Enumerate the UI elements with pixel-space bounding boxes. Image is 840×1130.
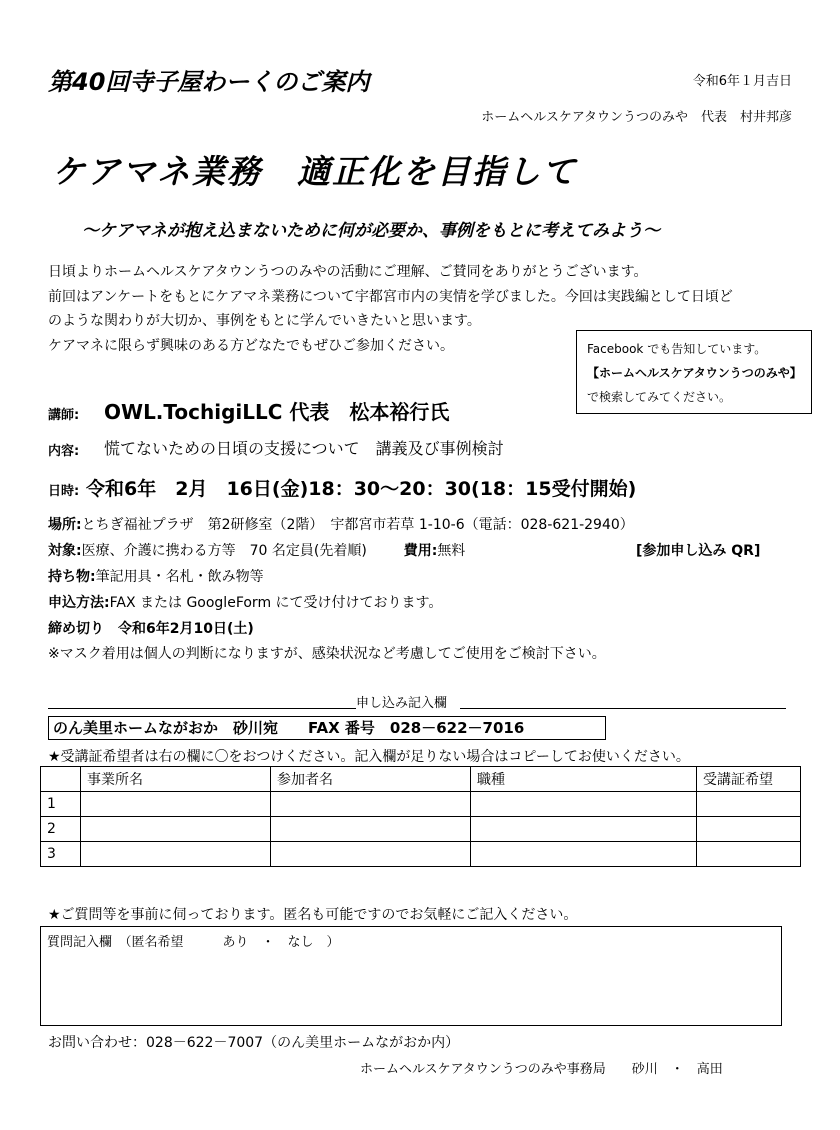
facebook-notice-box xyxy=(576,330,812,414)
office-cell[interactable] xyxy=(81,842,271,867)
certificate-cell[interactable] xyxy=(697,842,801,867)
qr-label: [参加申し込み QR] xyxy=(636,543,761,559)
headline: ケアマネ業務 適正化を目指して xyxy=(52,152,577,191)
table-note: ★受講証希望者は右の欄に〇をおつけください。記入欄が足りない場合はコピーしてお使いください。 xyxy=(48,749,690,765)
row-number: 2 xyxy=(41,817,81,842)
items-value: 筆記用具・名札・飲み物等 xyxy=(95,569,264,585)
target-value: 医療、介護に携わる方等 70 名定員(先着順) xyxy=(81,543,367,559)
lecturer-value: OWL.TochigiLLC 代表 松本裕行氏 xyxy=(104,400,450,424)
certificate-cell[interactable] xyxy=(697,792,801,817)
event-title: 第40回寺子屋わーくのご案内 xyxy=(48,68,370,96)
contact-line: お問い合わせ：028－622－7007（のん美里ホームながおか内） xyxy=(48,1035,460,1051)
target-line xyxy=(48,540,465,560)
fee-label: 費用: xyxy=(403,543,438,559)
header-cell-number xyxy=(41,767,81,792)
lecturer-label: 講師: xyxy=(48,408,80,423)
facebook-line-3: で検索してみてください。 xyxy=(587,390,732,404)
participant-cell[interactable] xyxy=(271,842,471,867)
datetime-value: 令和6年 2月 16日(金)18：30～20：30(18：15受付開始) xyxy=(86,478,637,500)
header-cell-participant: 参加者名 xyxy=(271,767,471,792)
form-section-label: 申し込み記入欄 xyxy=(356,696,448,711)
apply-value: FAX または GoogleForm にて受け付けております。 xyxy=(109,595,443,611)
header-cell-certificate: 受講証希望 xyxy=(697,767,801,792)
deadline-value: 令和6年2月10日(土) xyxy=(104,621,254,637)
target-label: 対象: xyxy=(48,543,82,559)
form-divider-left xyxy=(48,708,356,709)
table-row xyxy=(41,817,801,842)
header-cell-office: 事業所名 xyxy=(81,767,271,792)
subtitle: ～ケアマネが抱え込まないために何が必要か、事例をもとに考えてみよう～ xyxy=(82,221,660,241)
items-line xyxy=(48,566,264,586)
office-cell[interactable] xyxy=(81,792,271,817)
participant-cell[interactable] xyxy=(271,792,471,817)
deadline-line xyxy=(48,618,254,638)
intro-line-4: ケアマネに限らず興味のある方どなたでもぜひご参加ください。 xyxy=(48,337,454,354)
job-cell[interactable] xyxy=(471,792,697,817)
venue-label: 場所: xyxy=(48,517,82,533)
registration-table xyxy=(40,766,801,867)
table-row xyxy=(41,792,801,817)
office-cell[interactable] xyxy=(81,817,271,842)
apply-line xyxy=(48,592,442,612)
content-value: 慌てないための日頃の支援について 講義及び事例検討 xyxy=(104,439,504,458)
questions-note: ★ご質問等を事前に伺っております。匿名も可能ですのでお気軽にご記入ください。 xyxy=(48,907,578,923)
row-number: 1 xyxy=(41,792,81,817)
mask-note: ※マスク着用は個人の判断になりますが、感染状況など考慮してご使用をご検討下さい。 xyxy=(48,646,606,662)
fee-value: 無料 xyxy=(437,543,466,559)
row-number: 3 xyxy=(41,842,81,867)
header-cell-job: 職種 xyxy=(471,767,697,792)
intro-line-3: のような関わりが大切か、事例をもとに学んでいきたいと思います。 xyxy=(48,313,481,329)
facebook-line-1: Facebook でも告知しています。 xyxy=(587,342,767,356)
venue-line xyxy=(48,514,634,534)
venue-value: とちぎ福祉プラザ 第2研修室（2階） 宇都宮市若草 1-10-6（電話：028-621-2940） xyxy=(81,517,634,533)
deadline-label: 締め切り xyxy=(48,621,104,637)
job-cell[interactable] xyxy=(471,817,697,842)
questions-box[interactable] xyxy=(40,926,782,1026)
office-line: ホームヘルスケアタウンうつのみや事務局 砂川 ・ 高田 xyxy=(360,1062,723,1077)
facebook-line-2: 【ホームヘルスケアタウンうつのみや】 xyxy=(587,366,802,380)
content-label: 内容: xyxy=(48,444,80,459)
intro-line-2: 前回はアンケートをもとにケアマネ業務について宇都宮市内の実情を学びました。今回は実践編として日頃ど xyxy=(48,288,733,305)
organizer-line: ホームヘルスケアタウンうつのみや 代表 村井邦彦 xyxy=(481,110,792,125)
table-header-row xyxy=(41,767,801,792)
items-label: 持ち物: xyxy=(48,569,96,585)
datetime-label: 日時: xyxy=(48,484,80,499)
certificate-cell[interactable] xyxy=(697,817,801,842)
job-cell[interactable] xyxy=(471,842,697,867)
intro-line-1: 日頃よりホームヘルスケアタウンうつのみやの活動にご理解、ご賛同をありがとうございます。 xyxy=(48,264,648,280)
issue-date: 令和6年１月吉日 xyxy=(692,74,792,89)
form-divider-right xyxy=(460,708,786,709)
table-row xyxy=(41,842,801,867)
apply-label: 申込方法: xyxy=(48,595,110,611)
participant-cell[interactable] xyxy=(271,817,471,842)
questions-box-label: 質問記入欄 （匿名希望 あり ・ なし ） xyxy=(47,935,340,950)
fax-destination-box: のん美里ホームながおか 砂川宛 FAX 番号 028－622－7016 xyxy=(48,716,606,740)
